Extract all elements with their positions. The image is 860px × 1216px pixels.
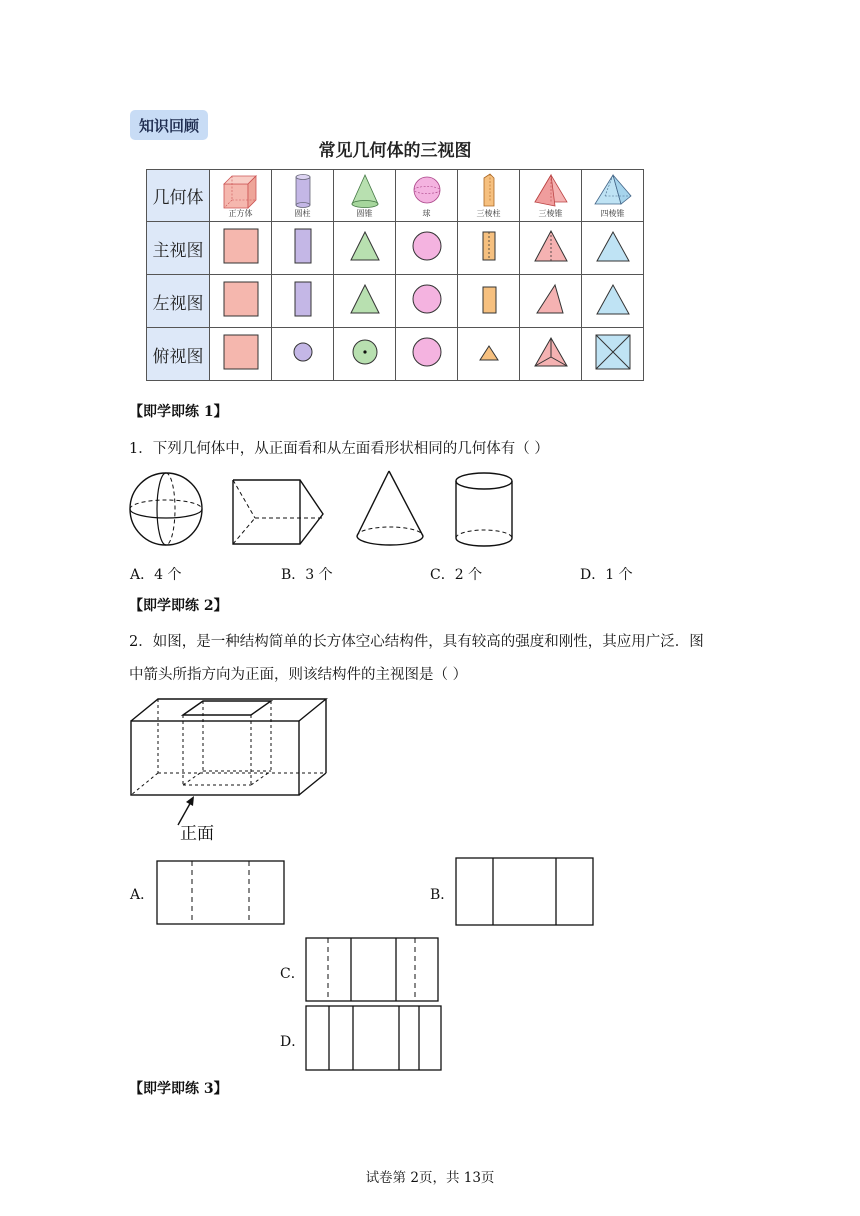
row-header-solid: 几何体 <box>147 170 210 222</box>
small-triangle-view-icon <box>469 332 509 372</box>
square-view-icon <box>221 226 261 266</box>
option-b-letter: B． <box>281 567 306 583</box>
rectangle-view-icon <box>469 279 509 319</box>
solid-label: 球 <box>422 209 431 218</box>
rectangle-dashed-view-icon <box>469 226 509 266</box>
triangle-view-icon <box>345 226 385 266</box>
square-view-icon <box>221 332 261 372</box>
square-pyramid-icon <box>591 172 635 210</box>
solid-label: 四棱锥 <box>600 209 625 218</box>
triangle-dashed-view-icon <box>531 226 571 266</box>
row-header-top: 俯视图 <box>147 328 210 381</box>
cone-icon <box>348 172 382 210</box>
hollow-box-figure <box>128 696 333 831</box>
table-title: 常见几何体的三视图 <box>318 141 472 161</box>
triangle-view-icon <box>593 279 633 319</box>
option-a-figure <box>156 860 286 926</box>
sphere-figure <box>130 473 202 545</box>
practice2-question-line2: 中箭头所指方向为正面，则该结构件的主视图是（ ） <box>129 667 468 683</box>
circle-view-icon <box>407 332 447 372</box>
square-cross-view-icon <box>593 332 633 372</box>
option-c-figure <box>305 937 440 1003</box>
solid-label: 圆锥 <box>356 209 373 218</box>
triangular-pyramid-icon <box>531 172 571 210</box>
option-d-text: 1 个 <box>605 567 633 583</box>
three-views-table <box>146 169 644 381</box>
solid-label: 圆柱 <box>294 209 311 218</box>
cylinder-figure <box>456 473 512 546</box>
option-c-label: C． <box>280 966 305 982</box>
option-a-label: A． <box>130 887 155 903</box>
triangle-view-icon <box>531 279 571 319</box>
front-label: 正面 <box>180 824 214 844</box>
square-view-icon <box>221 279 261 319</box>
circle-center-view-icon <box>345 332 385 372</box>
option-c-text: 2 个 <box>454 567 483 583</box>
prism-figure <box>233 480 323 544</box>
circle-view-icon <box>283 332 323 372</box>
row-header-front: 主视图 <box>147 222 210 275</box>
option-c-letter: C． <box>430 567 455 583</box>
circle-view-icon <box>407 279 447 319</box>
triangle-view-icon <box>593 226 633 266</box>
practice1-label: 【即学即练 1】 <box>129 404 228 420</box>
cone-figure <box>357 471 423 545</box>
row-header-left: 左视图 <box>147 275 210 328</box>
practice2-question-line1: 2．如图，是一种结构简单的长方体空心结构件，具有较高的强度和刚性，其应用广泛．图 <box>129 634 704 650</box>
option-a-letter: A． <box>130 567 155 583</box>
option-d-letter: D． <box>580 567 606 583</box>
practice1-figures <box>125 468 525 554</box>
rectangle-view-icon <box>283 226 323 266</box>
practice1-question: 1．下列几何体中，从正面看和从左面看形状相同的几何体有（ ） <box>129 441 549 457</box>
sphere-icon <box>410 172 444 210</box>
rectangle-view-icon <box>283 279 323 319</box>
option-b-figure <box>455 857 595 927</box>
section-tag: 知识回顾 <box>130 110 208 140</box>
circle-view-icon <box>407 226 447 266</box>
option-d-figure <box>305 1005 443 1072</box>
option-a-text: 4 个 <box>154 567 182 583</box>
cylinder-icon <box>288 172 318 210</box>
option-b-label: B． <box>430 887 455 903</box>
practice3-label: 【即学即练 3】 <box>129 1081 228 1097</box>
triangular-prism-icon <box>474 172 504 210</box>
option-d-label: D． <box>280 1034 306 1050</box>
solid-label: 三棱柱 <box>476 209 501 218</box>
option-b-text: 3 个 <box>305 567 333 583</box>
page-footer: 试卷第 2页，共 13页 <box>365 1170 495 1186</box>
triangle-lines-view-icon <box>531 332 571 372</box>
triangle-view-icon <box>345 279 385 319</box>
solid-label: 正方体 <box>228 209 253 218</box>
cube-icon <box>220 172 262 210</box>
solid-label: 三棱锥 <box>538 209 563 218</box>
practice2-label: 【即学即练 2】 <box>129 598 228 614</box>
